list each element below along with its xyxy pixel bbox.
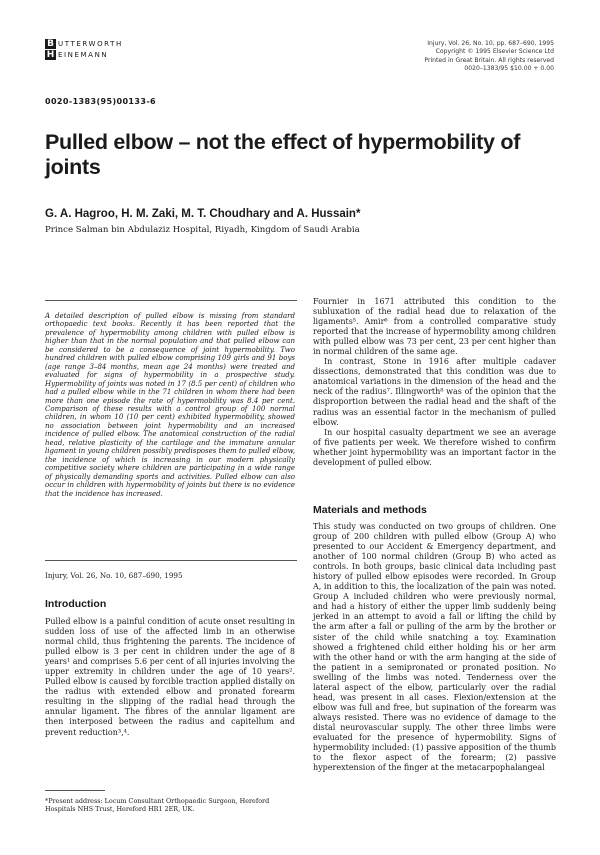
abstract: A detailed description of pulled elbow is missing from standard orthopaedic text books. Recently it has been reported that the prevalence of hypermobility among children with pulled elbow is higher than that in the normal population and that pulled elbow can be considered to be a consequence of joint hypermobility. Two hundred children with pulled elbow comprising 109 girls and 91 boys (age range 3–84 months, mean age 24 months) were treated and evaluated for signs of hypermobility in a prospective study. Hypermobility of joints was noted in 17 (8.5 per cent) of children who had a pulled elbow while in the 71 children in whom there had been more than one episode the rate of hypermobility was 8.4 per cent. Comparison of these results with a control group of 100 normal children, in whom 10 (10 per cent) exhibited hypermobility, showed no association between joint hypermobility and an increased incidence of pulled elbow. The anatomical construction of the radial head, relative plasticity of the cartilage and the immature annular ligament in young children possibly predisposes them to pulled elbow, the incidence of which is increasing in our modern physically competitive society where children are participating in a wide range of physically demanding sports and activities. Pulled elbow can also occur in children with hypermobility of joints but there is no evidence that the incidence has increased. — [45, 312, 295, 498]
footnote-rule — [45, 790, 105, 791]
introduction-text — [45, 617, 295, 738]
journal-info-line: 0020–1383/95 $10.00 + 0.00 — [464, 65, 554, 73]
authors: G. A. Hagroo, H. M. Zaki, M. T. Choudhary and A. Hussain* — [45, 208, 361, 220]
introduction-heading: Introduction — [45, 598, 107, 610]
methods-heading: Materials and methods — [313, 504, 427, 516]
article-code: 0020-1383(95)00133-6 — [45, 97, 157, 106]
body-paragraph: In our hospital casualty department we see an average of five patients per week. We therefore wished to confirm whether joint hypermobility was an important factor in the development of pulled elbow. — [313, 427, 556, 467]
body-paragraph: In contrast, Stone in 1916 after multiple cadaver dissections, demonstrated that this condition was due to anatomical variations in the dimension of the head and the neck of the radius⁷. Illingworth⁸ was of the opinion that the disproportion between the radial head and the shaft of the radius was an essential factor in the mechanism of pulled elbow. — [313, 357, 556, 427]
journal-info-line: Injury, Vol. 26, No. 10, pp. 687–690, 1995 — [427, 40, 554, 47]
footnote: *Present address: Locum Consultant Orthopaedic Surgeon, Hereford Hospitals NHS Trust, Hereford HR1 2ER, UK. — [45, 797, 270, 813]
journal-info-line: Copyright © 1995 Elsevier Science Ltd — [435, 48, 554, 56]
logo-word-bottom: EINEMANN — [58, 51, 109, 59]
right-column-intro — [313, 297, 556, 468]
article-title: Pulled elbow – not the effect of hypermobility of joints — [45, 130, 521, 179]
affiliation: Prince Salman bin Abdulaziz Hospital, Riyadh, Kingdom of Saudi Arabia — [45, 225, 360, 235]
journal-info-line: Printed in Great Britain. All rights reserved — [424, 56, 554, 64]
introduction-paragraph: Pulled elbow is a painful condition of acute onset resulting in sudden loss of use of the affected limb in an otherwise normal child, thus frightening the parents. The incidence of pulled elbow is 3 per cent in children under the age of 8 years¹ and comprises 5.6 per cent of all injuries involving the upper extremity in children under the age of 10 years². Pulled elbow is caused by forcible traction applied distally on the radius with extended elbow and pronated forearm resulting in the slipping of the radial head through the annular ligament. The fibres of the annular ligament are then interposed between the radius and capitellum and prevent reduction³,⁴. — [45, 617, 295, 737]
body-paragraph: Fournier in 1671 attributed this condition to the subluxation of the radial head due to relaxation of the ligaments⁵. Amir⁶ from a controlled comparative study reported that the increase of hypermobility among children with pulled elbow was 73 per cent, 23 per cent higher than in normal children of the same age. — [313, 297, 556, 357]
logo-word-top: UTTERWORTH — [58, 40, 123, 48]
abstract-bottom-rule — [45, 560, 297, 561]
abstract-top-rule — [45, 300, 297, 301]
methods-text — [313, 522, 556, 773]
citation: Injury, Vol. 26, No. 10, 687–690, 1995 — [45, 571, 183, 580]
logo-letter-h: H — [46, 50, 55, 60]
logo-letter-b: B — [45, 39, 56, 49]
methods-paragraph: This study was conducted on two groups of children. One group of 200 children with pulled elbow (Group A) who presented to our Accident & Emergency department, and another of 100 normal children (Group B) who acted as controls. In both groups, basic clinical data including past history of pulled elbow episodes were recorded. In Group A, in addition to this, the localization of the pain was noted. Group A included children who were previously normal, and had a history of either the upper limb suddenly being jerked in an attempt to avoid a fall or lifting the child by the arm after a fall or pulling of the arm by the brother or sister of the child while snatching a toy. Examination showed a frightened child either holding his or her arm with the other hand or with the arm hanging at the side of the patient in a semipronated or pronated position. No swelling of the limbs was noted. Tenderness over the lateral aspect of the elbow, particularly over the radial head, was present in all cases. Flexion/extension at the elbow was full and free, but supination of the forearm was always resisted. There was no evidence of damage to the distal neurovascular supply. The other three limbs were evaluated for the presence of hypermobility. Signs of hypermobility included: (1) passive apposition of the thumb to the flexor aspect of the forearm; (2) passive hyperextension of the finger at the metacarpophalangeal — [313, 522, 556, 773]
publisher-logo — [45, 39, 157, 61]
journal-info — [354, 40, 554, 74]
